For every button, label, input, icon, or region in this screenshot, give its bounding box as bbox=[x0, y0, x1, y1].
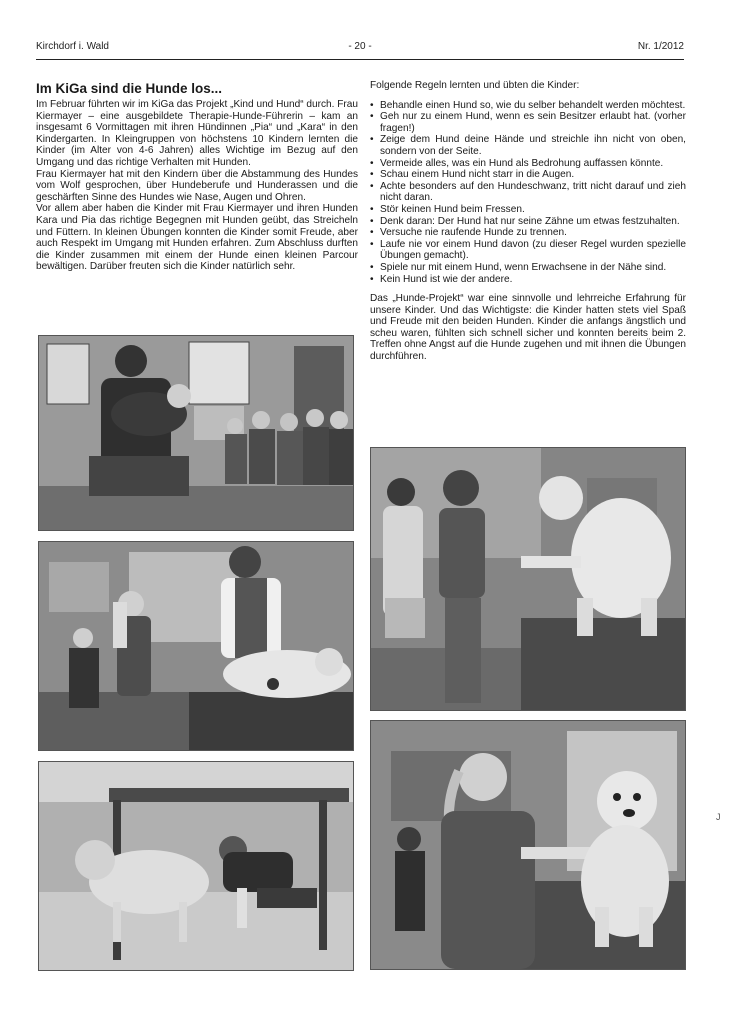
rule-item: • Versuche nie raufende Hunde zu trennen. bbox=[370, 227, 686, 239]
article-left-column bbox=[36, 81, 358, 273]
rule-item: • Achte besonders auf den Hundeschwanz, tritt nicht darauf und zieh nicht daran. bbox=[370, 181, 686, 204]
photo-dog-under-table bbox=[38, 761, 354, 971]
photo-woman-holding-dog bbox=[38, 335, 354, 531]
page-header bbox=[36, 41, 684, 57]
rules-list bbox=[370, 100, 686, 286]
article-paragraph: Im Februar führten wir im KiGa das Projekt „Kind und Hund“ durch. Frau Kiermayer – eine ausgebildete Therapie-Hunde-Führerin – kam an insgesamt 6 Vormittagen mit ihren Hündinnen „Pia“ und „Kara“ in den Kindergarten. In Kleingruppen von höchstens 10 Kindern lernten die Kinder (im Alter von 4-6 Jahren) alles Wichtige im Bezug auf den Umgang und das richtige Verhalten mit Hunden. bbox=[36, 99, 359, 168]
header-rule bbox=[36, 59, 684, 60]
photo-girl-dog-table bbox=[370, 720, 686, 970]
rule-item: • Stör keinen Hund beim Fressen. bbox=[370, 204, 686, 216]
article-paragraph: Frau Kiermayer hat mit den Kindern über die Abstammung des Hundes vom Wolf gesprochen, über Hundeberufe und Hunderassen und die geschärften Sinne des Hundes wie Nase, Augen und Ohren. bbox=[36, 168, 358, 203]
article-paragraph: Vor allem aber haben die Kinder mit Frau Kiermayer und ihren Hunden Kara und Pia das richtige Begegnen mit Hunden geübt, das Streicheln und Füttern. In kleinen Übungen konnten die Kinder somit Freude, aber auch Respekt im Umgang mit Hunden erfahren. Zum Abschluss durften die Kinder zusammen mit einem der Hunde einen kleinen Parcour bewältigen. Darüber freuten sich die Kinder natürlich sehr. bbox=[36, 203, 358, 273]
margin-mark: J bbox=[716, 812, 721, 822]
header-page-number: - 20 - bbox=[348, 41, 372, 52]
rule-item: • Behandle einen Hund so, wie du selber behandelt werden möchtest. bbox=[370, 100, 686, 112]
rule-item: • Kein Hund ist wie der andere. bbox=[370, 274, 686, 286]
photo-boy-dog-paw bbox=[370, 447, 686, 711]
photo-girl-petting-dog bbox=[38, 541, 354, 751]
photo-5-image bbox=[371, 721, 685, 969]
article-title: Im KiGa sind die Hunde los... bbox=[36, 81, 223, 96]
rule-item: • Denk daran: Der Hund hat nur seine Zähne um etwas festzuhalten. bbox=[370, 216, 686, 228]
photo-3-image bbox=[39, 762, 353, 970]
rule-item: • Zeige dem Hund deine Hände und streichle ihn nicht von oben, sondern von der Seite. bbox=[370, 134, 686, 157]
rule-item: • Spiele nur mit einem Hund, wenn Erwachsene in der Nähe sind. bbox=[370, 262, 686, 274]
photo-1-image bbox=[39, 336, 353, 530]
rule-item: • Laufe nie vor einem Hund davon (zu dieser Regel wurden spezielle Übungen gemacht). bbox=[370, 239, 686, 262]
rule-item: • Schau einem Hund nicht starr in die Augen. bbox=[370, 169, 686, 181]
header-place: Kirchdorf i. Wald bbox=[36, 41, 109, 52]
article-right-column bbox=[370, 80, 686, 363]
closing-paragraph: Das „Hunde-Projekt“ war eine sinnvolle und lehrreiche Erfahrung für unsere Kinder. Und das Wichtigste: die Kinder hatten stets viel Spaß und Freude mit den beiden Hunden. Kinder die anfangs ängstlich und scheu waren, fühlten sich schnell sicher und konnten bereits beim 2. Treffen ohne Angst auf die Hunde zugehen und mit ihnen die Übungen durchführen. bbox=[370, 293, 686, 363]
photo-4-image bbox=[371, 448, 685, 710]
rule-item: • Vermeide alles, was ein Hund als Bedrohung auffassen könnte. bbox=[370, 158, 686, 170]
photo-2-image bbox=[39, 542, 353, 750]
rules-intro: Folgende Regeln lernten und übten die Kinder: bbox=[370, 80, 580, 91]
rule-item: • Geh nur zu einem Hund, wenn es sein Besitzer erlaubt hat. (vorher fragen!) bbox=[370, 111, 686, 134]
header-issue-number: Nr. 1/2012 bbox=[637, 41, 684, 52]
